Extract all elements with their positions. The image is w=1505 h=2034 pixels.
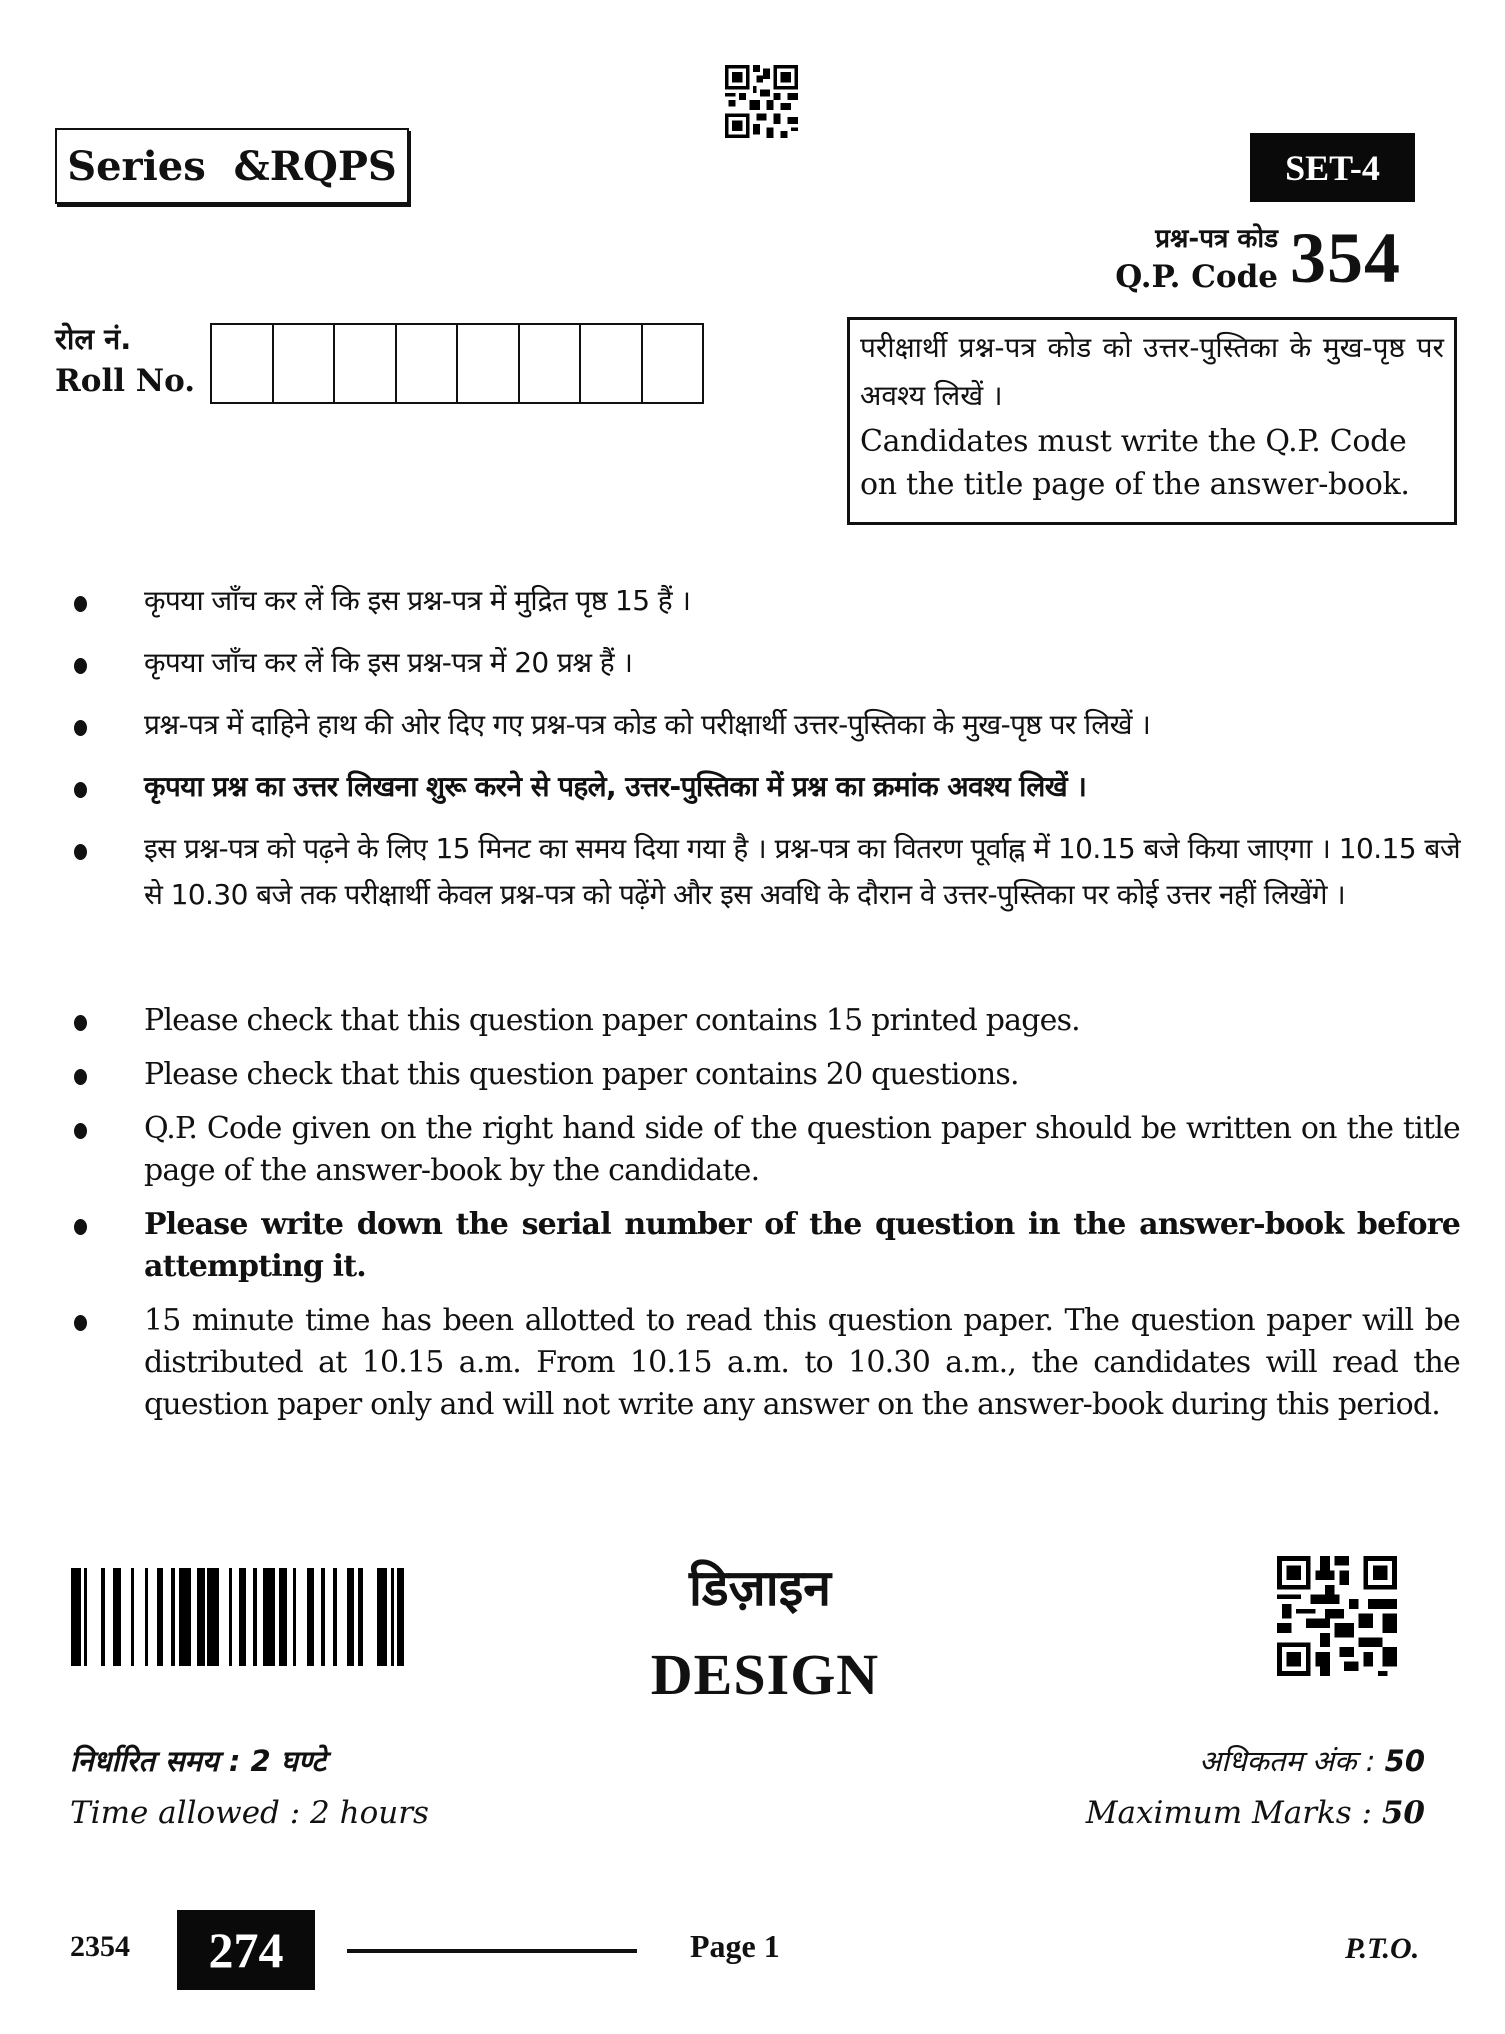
instruction-text: Q.P. Code given on the right hand side of the question paper should be written on the title page of the answer-book by the candidate. bbox=[144, 1111, 1460, 1188]
bullet-dot-icon bbox=[74, 596, 87, 612]
bottom-qr-code-icon bbox=[1277, 1556, 1397, 1676]
bullet-dot-icon bbox=[74, 720, 87, 736]
instruction-text: कृपया जाँच कर लें कि इस प्रश्न-पत्र में मुद्रित पृष्ठ 15 हैं । bbox=[144, 584, 691, 617]
bullet-dot-icon bbox=[74, 1315, 87, 1331]
footer-divider bbox=[347, 1949, 637, 1953]
instruction-text: इस प्रश्न-पत्र को पढ़ने के लिए 15 मिनट का समय दिया गया है । प्रश्न-पत्र का वितरण पूर्वाह्न में 10.15 बजे किया जाएगा । 10.15 बजे से 10.30 बजे तक परीक्षार्थी केवल प्रश्न-पत्र को पढ़ेंगे और इस अवधि के दौरान वे उत्तर-पुस्तिका पर कोई उत्तर नहीं लिखेंगे । bbox=[144, 832, 1460, 911]
set-badge: SET-4 bbox=[1250, 133, 1415, 202]
time-allowed-english: Time allowed : 2 hours bbox=[70, 1795, 429, 1831]
instruction-item bbox=[70, 1300, 1460, 1426]
page-number: Page 1 bbox=[690, 1928, 780, 1964]
instruction-text: 15 minute time has been allotted to read this question paper. The question paper will be distributed at 10.15 a.m. From 10.15 a.m. to 10.30 a.m., the candidates will read the question paper only and will not write any answer on the answer-book during this period. bbox=[144, 1303, 1460, 1422]
time-allowed-hindi: निर्धारित समय : 2 घण्टे bbox=[70, 1744, 326, 1778]
instruction-text: Please write down the serial number of the question in the answer-book before attempting it. bbox=[144, 1207, 1460, 1284]
time-allowed bbox=[70, 1735, 429, 1839]
instruction-item bbox=[70, 1054, 1460, 1096]
instruction-text: कृपया प्रश्न का उत्तर लिखना शुरू करने से पहले, उत्तर-पुस्तिका में प्रश्न का क्रमांक अवश्य लिखें । bbox=[144, 770, 1087, 803]
pto-label: P.T.O. bbox=[1345, 1932, 1420, 1965]
bullet-dot-icon bbox=[74, 844, 87, 860]
instruction-item bbox=[70, 826, 1460, 918]
instruction-text: Please check that this question paper contains 20 questions. bbox=[144, 1057, 1019, 1092]
subject-title-english: DESIGN bbox=[650, 1642, 880, 1707]
roll-number-boxes[interactable] bbox=[210, 323, 704, 404]
instruction-text: प्रश्न-पत्र में दाहिने हाथ की ओर दिए गए प्रश्न-पत्र कोड को परीक्षार्थी उत्तर-पुस्तिका के मुख-पृष्ठ पर लिखें । bbox=[144, 708, 1151, 741]
qp-code-value: 354 bbox=[1290, 218, 1401, 298]
qp-code-label-english: Q.P. Code bbox=[1115, 259, 1278, 295]
maximum-marks-hindi bbox=[1086, 1735, 1425, 1787]
qp-code-label bbox=[1060, 220, 1278, 296]
instruction-item bbox=[70, 578, 1460, 624]
barcode-icon bbox=[71, 1568, 411, 1666]
instruction-item bbox=[70, 764, 1460, 810]
qp-notice-hindi: परीक्षार्थी प्रश्न-पत्र कोड को उत्तर-पुस्तिका के मुख-पृष्ठ पर अवश्य लिखें । bbox=[860, 331, 1444, 412]
roll-number-cell[interactable] bbox=[274, 325, 336, 402]
roll-number-cell[interactable] bbox=[212, 325, 274, 402]
roll-number-cell[interactable] bbox=[520, 325, 582, 402]
instruction-text: Please check that this question paper contains 15 printed pages. bbox=[144, 1003, 1080, 1038]
roll-number-label-hindi: रोल नं. bbox=[55, 322, 132, 356]
roll-number-cell[interactable] bbox=[458, 325, 520, 402]
bullet-dot-icon bbox=[74, 1015, 87, 1031]
paper-code: 2354 bbox=[70, 1930, 130, 1963]
roll-number-label-english: Roll No. bbox=[55, 363, 196, 399]
marks-label-english: Maximum Marks : bbox=[1085, 1795, 1382, 1831]
roll-number-cell[interactable] bbox=[581, 325, 643, 402]
marks-value: 50 bbox=[1384, 1744, 1425, 1778]
instruction-item bbox=[70, 640, 1460, 686]
qp-code-label-hindi: प्रश्न-पत्र कोड bbox=[1155, 224, 1278, 254]
roll-number-cell[interactable] bbox=[335, 325, 397, 402]
qp-code-notice-box bbox=[847, 317, 1457, 525]
instructions-hindi bbox=[70, 578, 1460, 934]
top-qr-code-icon bbox=[725, 65, 798, 138]
bullet-dot-icon bbox=[74, 782, 87, 798]
instructions-english bbox=[70, 1000, 1460, 1438]
bullet-dot-icon bbox=[74, 658, 87, 674]
roll-number-label bbox=[55, 318, 195, 402]
bullet-dot-icon bbox=[74, 1123, 87, 1139]
instruction-item bbox=[70, 702, 1460, 748]
maximum-marks bbox=[1086, 1735, 1425, 1839]
marks-value: 50 bbox=[1381, 1795, 1425, 1831]
qp-notice-english: Candidates must write the Q.P. Code on the title page of the answer-book. bbox=[860, 424, 1410, 502]
maximum-marks-english bbox=[1086, 1787, 1425, 1839]
instruction-item bbox=[70, 1108, 1460, 1192]
subject-title-hindi: डिज़ाइन bbox=[688, 1559, 832, 1617]
instruction-item bbox=[70, 1000, 1460, 1042]
roll-number-cell[interactable] bbox=[397, 325, 459, 402]
bullet-dot-icon bbox=[74, 1069, 87, 1085]
series-label: Series &RQPS bbox=[55, 128, 409, 204]
roll-number-cell[interactable] bbox=[643, 325, 703, 402]
box-number-badge: 274 bbox=[177, 1910, 315, 1990]
marks-label-hindi: अधिकतम अंक : bbox=[1199, 1744, 1385, 1778]
bullet-dot-icon bbox=[74, 1219, 87, 1235]
instruction-item bbox=[70, 1204, 1460, 1288]
instruction-text: कृपया जाँच कर लें कि इस प्रश्न-पत्र में 20 प्रश्न हैं । bbox=[144, 646, 633, 679]
